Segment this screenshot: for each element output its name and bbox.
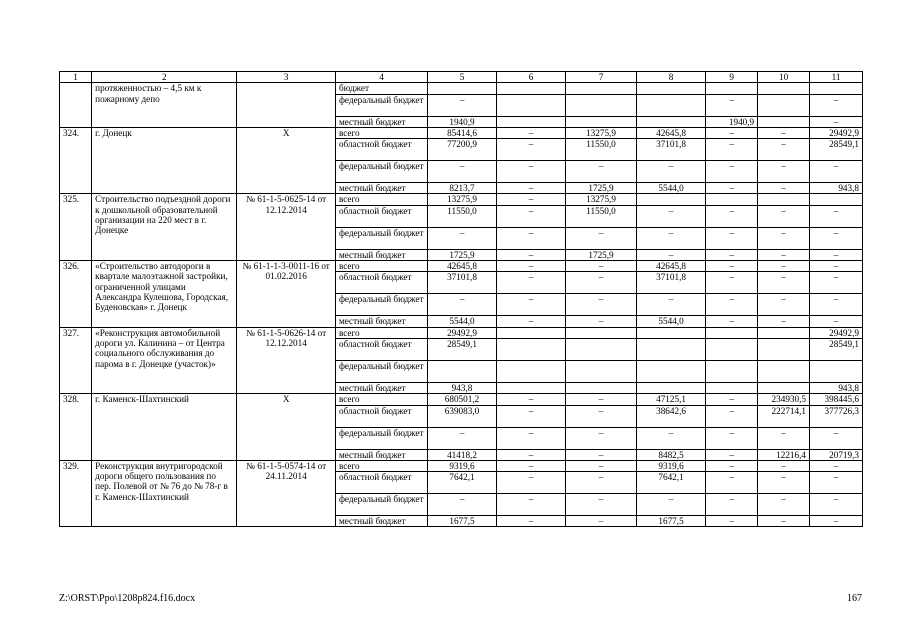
amount-cell: 28549,1 (810, 139, 863, 161)
amount-cell: – (706, 405, 758, 427)
amount-cell: 5544,0 (428, 316, 496, 327)
funding-source: федеральный бюджет (335, 94, 427, 116)
amount-cell: 680501,2 (428, 394, 496, 405)
amount-cell: – (566, 449, 637, 460)
amount-cell: – (758, 516, 810, 527)
amount-cell: 1677,5 (428, 516, 496, 527)
amount-cell (810, 83, 863, 94)
amount-cell (566, 94, 637, 116)
funding-source: областной бюджет (335, 338, 427, 360)
amount-cell (706, 194, 758, 205)
amount-cell: – (758, 294, 810, 316)
amount-cell (428, 360, 496, 382)
amount-cell: 234930,5 (758, 394, 810, 405)
amount-cell: – (706, 460, 758, 471)
amount-cell: – (428, 94, 496, 116)
amount-cell: – (636, 494, 706, 516)
amount-cell: – (496, 472, 566, 494)
amount-cell: 9319,6 (428, 460, 496, 471)
amount-cell: – (636, 249, 706, 260)
amount-cell (636, 360, 706, 382)
amount-cell: 8482,5 (636, 449, 706, 460)
amount-cell (758, 382, 810, 393)
amount-cell: 85414,6 (428, 127, 496, 138)
amount-cell (706, 83, 758, 94)
table-row (60, 83, 863, 94)
amount-cell (758, 94, 810, 116)
amount-cell: 28549,1 (810, 338, 863, 360)
column-header: 7 (566, 72, 637, 83)
amount-cell: 29492,9 (810, 327, 863, 338)
amount-cell: – (636, 294, 706, 316)
amount-cell: – (758, 249, 810, 260)
amount-cell (758, 83, 810, 94)
amount-cell: – (758, 427, 810, 449)
funding-source: местный бюджет (335, 249, 427, 260)
funding-source: всего (335, 127, 427, 138)
header-row (60, 72, 863, 83)
amount-cell: – (496, 183, 566, 194)
amount-cell: 1725,9 (428, 249, 496, 260)
footer-filename: Z:\ORST\Ppo\1208p824.f16.docx (59, 593, 196, 604)
amount-cell: – (566, 472, 637, 494)
amount-cell (566, 382, 637, 393)
amount-cell: – (758, 272, 810, 294)
amount-cell: 29492,9 (428, 327, 496, 338)
object-name: Строительство подъездной дороги к дошкольной образовательной организации на 220 мест в г. Донецке (92, 194, 237, 261)
amount-cell: – (706, 449, 758, 460)
amount-cell: – (428, 227, 496, 249)
amount-cell: – (496, 249, 566, 260)
amount-cell: – (496, 294, 566, 316)
amount-cell: – (758, 472, 810, 494)
amount-cell: – (810, 227, 863, 249)
document-reference: Х (237, 394, 336, 461)
amount-cell (496, 116, 566, 127)
object-name: Реконструкция внутригородской дороги общего пользования по пер. Полевой от № 76 до № 78-г в г. Каменск-Шахтинский (92, 460, 237, 527)
amount-cell: 222714,1 (758, 405, 810, 427)
amount-cell: – (496, 127, 566, 138)
funding-source: бюджет (335, 83, 427, 94)
amount-cell: 20719,3 (810, 449, 863, 460)
amount-cell: 37101,8 (636, 272, 706, 294)
page-number: 167 (847, 593, 862, 604)
amount-cell: – (496, 394, 566, 405)
document-reference: № 61-1-5-0626-14 от 12.12.2014 (237, 327, 336, 394)
amount-cell: 943,8 (428, 382, 496, 393)
funding-source: всего (335, 394, 427, 405)
amount-cell: – (428, 494, 496, 516)
funding-source: федеральный бюджет (335, 294, 427, 316)
table-row (60, 327, 863, 338)
amount-cell: – (706, 227, 758, 249)
row-number (60, 83, 92, 128)
column-header: 1 (60, 72, 92, 83)
amount-cell: 5544,0 (636, 316, 706, 327)
amount-cell: 41418,2 (428, 449, 496, 460)
amount-cell: – (496, 405, 566, 427)
amount-cell: 398445,6 (810, 394, 863, 405)
amount-cell: – (758, 205, 810, 227)
amount-cell: – (706, 272, 758, 294)
funding-source: областной бюджет (335, 405, 427, 427)
amount-cell: – (566, 161, 637, 183)
amount-cell: – (566, 394, 637, 405)
amount-cell: 7642,1 (636, 472, 706, 494)
amount-cell: 37101,8 (636, 139, 706, 161)
amount-cell (636, 338, 706, 360)
amount-cell: – (496, 227, 566, 249)
table-row (60, 460, 863, 471)
amount-cell: – (758, 261, 810, 272)
amount-cell: 13275,9 (566, 194, 637, 205)
column-header: 8 (636, 72, 706, 83)
amount-cell (636, 194, 706, 205)
amount-cell: 37101,8 (428, 272, 496, 294)
column-header: 9 (706, 72, 758, 83)
funding-source: областной бюджет (335, 272, 427, 294)
amount-cell: – (566, 227, 637, 249)
amount-cell (496, 382, 566, 393)
object-name: протяженностью – 4,5 км к пожарному депо (92, 83, 237, 128)
row-number: 325. (60, 194, 92, 261)
amount-cell (566, 360, 637, 382)
amount-cell: 11550,0 (428, 205, 496, 227)
amount-cell: 12216,4 (758, 449, 810, 460)
amount-cell: 1725,9 (566, 183, 637, 194)
funding-source: федеральный бюджет (335, 227, 427, 249)
amount-cell: – (758, 127, 810, 138)
object-name: г. Каменск-Шахтинский (92, 394, 237, 461)
amount-cell: – (810, 161, 863, 183)
document-reference (237, 83, 336, 128)
funding-source: федеральный бюджет (335, 427, 427, 449)
amount-cell (636, 94, 706, 116)
amount-cell: 28549,1 (428, 338, 496, 360)
amount-cell: – (636, 227, 706, 249)
amount-cell: 11550,0 (566, 139, 637, 161)
funding-source: областной бюджет (335, 472, 427, 494)
amount-cell (428, 83, 496, 94)
document-reference: Х (237, 127, 336, 194)
amount-cell: – (706, 394, 758, 405)
amount-cell: – (566, 494, 637, 516)
amount-cell: – (706, 127, 758, 138)
table-row (60, 394, 863, 405)
funding-source: местный бюджет (335, 116, 427, 127)
amount-cell: – (810, 460, 863, 471)
amount-cell: – (636, 161, 706, 183)
amount-cell: – (810, 205, 863, 227)
amount-cell (706, 338, 758, 360)
amount-cell: – (706, 94, 758, 116)
amount-cell: 13275,9 (566, 127, 637, 138)
amount-cell: – (428, 294, 496, 316)
funding-source: местный бюджет (335, 316, 427, 327)
amount-cell: 13275,9 (428, 194, 496, 205)
row-number: 327. (60, 327, 92, 394)
column-header: 11 (810, 72, 863, 83)
amount-cell: – (496, 460, 566, 471)
amount-cell: – (496, 316, 566, 327)
table-row (60, 261, 863, 272)
amount-cell: – (636, 205, 706, 227)
amount-cell: – (496, 449, 566, 460)
amount-cell: – (758, 316, 810, 327)
amount-cell: – (706, 494, 758, 516)
amount-cell: – (706, 472, 758, 494)
amount-cell: – (496, 494, 566, 516)
amount-cell: – (810, 116, 863, 127)
amount-cell: – (810, 494, 863, 516)
funding-source: федеральный бюджет (335, 360, 427, 382)
amount-cell: – (706, 427, 758, 449)
amount-cell: – (566, 294, 637, 316)
amount-cell: 1677,5 (636, 516, 706, 527)
amount-cell: – (428, 427, 496, 449)
amount-cell: – (566, 460, 637, 471)
amount-cell: – (496, 194, 566, 205)
funding-source: местный бюджет (335, 183, 427, 194)
funding-source: всего (335, 261, 427, 272)
amount-cell: – (496, 427, 566, 449)
amount-cell: – (566, 316, 637, 327)
amount-cell (706, 360, 758, 382)
funding-source: всего (335, 194, 427, 205)
funding-source: федеральный бюджет (335, 494, 427, 516)
row-number: 324. (60, 127, 92, 194)
amount-cell (496, 327, 566, 338)
table-body (60, 83, 863, 527)
amount-cell (566, 338, 637, 360)
amount-cell: – (706, 161, 758, 183)
row-number: 326. (60, 261, 92, 328)
amount-cell: 943,8 (810, 382, 863, 393)
funding-source: федеральный бюджет (335, 161, 427, 183)
amount-cell: – (706, 249, 758, 260)
funding-source: всего (335, 460, 427, 471)
amount-cell: – (496, 161, 566, 183)
amount-cell (496, 338, 566, 360)
amount-cell (496, 83, 566, 94)
amount-cell (810, 194, 863, 205)
amount-cell: – (496, 139, 566, 161)
amount-cell: – (706, 316, 758, 327)
amount-cell: – (810, 261, 863, 272)
amount-cell: – (496, 261, 566, 272)
amount-cell: – (636, 427, 706, 449)
table-row (60, 127, 863, 138)
object-name: г. Донецк (92, 127, 237, 194)
amount-cell (758, 338, 810, 360)
column-header: 3 (237, 72, 336, 83)
amount-cell: 42645,8 (636, 261, 706, 272)
amount-cell: – (706, 261, 758, 272)
amount-cell (566, 83, 637, 94)
amount-cell: 639083,0 (428, 405, 496, 427)
amount-cell (636, 83, 706, 94)
amount-cell: 1725,9 (566, 249, 637, 260)
row-number: 328. (60, 394, 92, 461)
column-header: 4 (335, 72, 427, 83)
amount-cell: – (810, 427, 863, 449)
amount-cell: 7642,1 (428, 472, 496, 494)
amount-cell: – (566, 405, 637, 427)
amount-cell: 1940,9 (428, 116, 496, 127)
funding-source: областной бюджет (335, 139, 427, 161)
column-header: 10 (758, 72, 810, 83)
amount-cell: – (758, 227, 810, 249)
amount-cell: – (566, 272, 637, 294)
amount-cell: – (758, 460, 810, 471)
amount-cell: 11550,0 (566, 205, 637, 227)
funding-source: всего (335, 327, 427, 338)
document-reference: № 61-1-5-0625-14 от 12.12.2014 (237, 194, 336, 261)
funding-source: областной бюджет (335, 205, 427, 227)
row-number: 329. (60, 460, 92, 527)
funding-source: местный бюджет (335, 516, 427, 527)
amount-cell: – (706, 516, 758, 527)
amount-cell: – (758, 183, 810, 194)
amount-cell (758, 194, 810, 205)
object-name: «Строительство автодороги в квартале малоэтажной застройки, ограниченной улицами Александра Кулешова, Городская, Буденовская» г. Донецк (92, 261, 237, 328)
table-row (60, 194, 863, 205)
amount-cell (496, 94, 566, 116)
amount-cell: 9319,6 (636, 460, 706, 471)
amount-cell: 1940,9 (706, 116, 758, 127)
amount-cell (758, 327, 810, 338)
amount-cell: 47125,1 (636, 394, 706, 405)
amount-cell: – (810, 316, 863, 327)
column-header: 5 (428, 72, 496, 83)
amount-cell (706, 382, 758, 393)
amount-cell: 42645,8 (636, 127, 706, 138)
amount-cell: – (810, 249, 863, 260)
amount-cell (636, 116, 706, 127)
budget-table (59, 71, 863, 527)
amount-cell: 77200,9 (428, 139, 496, 161)
amount-cell: – (496, 205, 566, 227)
amount-cell: – (810, 472, 863, 494)
amount-cell: – (810, 516, 863, 527)
amount-cell (566, 116, 637, 127)
amount-cell: – (706, 294, 758, 316)
amount-cell: 29492,9 (810, 127, 863, 138)
amount-cell (810, 360, 863, 382)
amount-cell: – (496, 516, 566, 527)
amount-cell: – (566, 516, 637, 527)
amount-cell: – (706, 205, 758, 227)
amount-cell (566, 327, 637, 338)
amount-cell (758, 116, 810, 127)
object-name: «Реконструкция автомобильной дороги ул. Калинина – от Центра социального обслуживания до парома в г. Донецке (участок)» (92, 327, 237, 394)
amount-cell (758, 360, 810, 382)
amount-cell: – (566, 427, 637, 449)
amount-cell: – (496, 272, 566, 294)
amount-cell: – (758, 161, 810, 183)
amount-cell: 5544,0 (636, 183, 706, 194)
amount-cell (496, 360, 566, 382)
amount-cell: – (810, 294, 863, 316)
amount-cell: – (428, 161, 496, 183)
amount-cell: 943,8 (810, 183, 863, 194)
amount-cell: 8213,7 (428, 183, 496, 194)
amount-cell (636, 327, 706, 338)
document-reference: № 61-1-5-0574-14 от 24.11.2014 (237, 460, 336, 527)
amount-cell (636, 382, 706, 393)
amount-cell: 377726,3 (810, 405, 863, 427)
amount-cell (706, 327, 758, 338)
funding-source: местный бюджет (335, 382, 427, 393)
amount-cell: – (758, 139, 810, 161)
amount-cell: – (706, 139, 758, 161)
document-reference: № 61-1-1-3-0011-16 от 01.02.2016 (237, 261, 336, 328)
amount-cell: 38642,6 (636, 405, 706, 427)
amount-cell: – (810, 272, 863, 294)
column-header: 6 (496, 72, 566, 83)
column-header: 2 (92, 72, 237, 83)
funding-source: местный бюджет (335, 449, 427, 460)
amount-cell: 42645,8 (428, 261, 496, 272)
amount-cell: – (758, 494, 810, 516)
amount-cell: – (706, 183, 758, 194)
amount-cell: – (810, 94, 863, 116)
amount-cell: – (566, 261, 637, 272)
